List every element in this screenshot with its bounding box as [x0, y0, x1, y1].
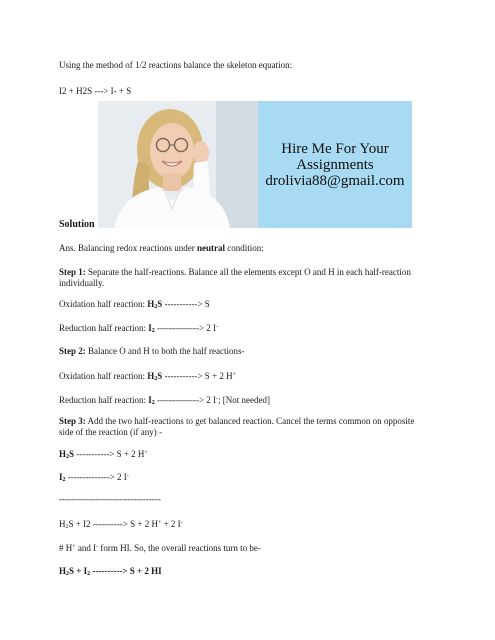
woman-with-glasses-photo: [98, 101, 258, 228]
step1-text: Separate the half-reactions. Balance all the elements except O and H in each half-reaction individually.: [59, 267, 411, 288]
red1-i: I: [148, 323, 152, 333]
ox1-product: -----------> S: [162, 299, 210, 309]
step2-text: Balance O and H to both the half reactions-: [85, 346, 245, 356]
red2-suffix: ; [Not needed]: [218, 395, 271, 405]
red1-product: --------------> 2 I: [154, 323, 217, 333]
eqa-s: S: [69, 449, 75, 459]
red2-product-sup: -: [216, 396, 219, 402]
note-i: and I: [75, 543, 97, 553]
banner-line-1: Hire Me For Your: [281, 140, 389, 157]
note-line: [59, 542, 261, 554]
red2-i-sub: 2: [151, 400, 155, 406]
sum-i: + 2 I: [161, 519, 181, 529]
note-h-sup: +: [72, 544, 76, 550]
ox1-h-sub: 2: [154, 304, 158, 310]
final-equation: [59, 566, 162, 580]
answer-suffix: condition:: [224, 243, 264, 253]
banner-line-2: Assignments: [296, 156, 374, 173]
sum-i-sup: -: [180, 520, 183, 526]
note-h: # H: [59, 543, 73, 553]
equation-b: [59, 471, 129, 486]
banner-photo: [98, 101, 258, 228]
note-i-sup: -: [96, 544, 99, 550]
step2-label: Step 2:: [59, 346, 86, 356]
reduction-half-reaction-2: [59, 394, 270, 409]
step3-text: Add the two half-reactions to get balanced reaction. Cancel the terms common on opposite side of the reaction (if any) -: [59, 416, 415, 437]
final-h: H: [59, 566, 67, 576]
eqa-h: H: [59, 449, 67, 459]
skeleton-equation: I2 + H2S ---> I- + S: [59, 86, 132, 96]
ox2-product-sup: +: [232, 372, 237, 378]
ox2-h: H: [147, 371, 155, 381]
ad-banner[interactable]: [98, 101, 412, 228]
step1-paragraph: [59, 267, 424, 289]
sum-equation: [59, 518, 183, 533]
sum-h-sup: +: [157, 520, 162, 526]
answer-line: [59, 243, 264, 254]
sum-body: S + I2 ----------> S + 2 H: [68, 519, 158, 529]
step2-paragraph: [59, 346, 244, 357]
answer-condition: neutral: [196, 243, 225, 253]
eqb-product-sup: -: [126, 473, 129, 479]
ox2-prefix: Oxidation half reaction:: [59, 371, 148, 381]
ox2-s: S: [157, 371, 163, 381]
red1-i-sub: 2: [151, 328, 155, 334]
eqa-h-sub: 2: [66, 454, 70, 460]
sum-h: H: [59, 519, 66, 529]
ox1-s: S: [157, 299, 163, 309]
ox1-prefix: Oxidation half reaction:: [59, 299, 148, 309]
red2-i: I: [148, 395, 152, 405]
step3-paragraph: [59, 416, 424, 438]
final-product: ----------> S + 2 HI: [90, 566, 162, 576]
eqb-i-sub: 2: [62, 477, 66, 483]
intro-text: Using the method of 1/2 reactions balance the skeleton equation:: [59, 60, 293, 70]
answer-prefix: Ans. Balancing redox reactions under: [59, 243, 197, 253]
banner-email[interactable]: drolivia88@gmail.com: [265, 172, 405, 189]
oxidation-half-reaction-1: [59, 299, 210, 313]
ox2-product: -----------> S + 2 H: [162, 371, 233, 381]
step3-label: Step 3:: [59, 416, 86, 426]
final-i-sub: 2: [87, 571, 91, 577]
reduction-half-reaction-1: [59, 322, 218, 337]
step1-label: Step 1:: [59, 267, 86, 277]
red2-prefix: Reduction half reaction:: [59, 395, 149, 405]
red1-product-sup: -: [216, 324, 219, 330]
sum-h-sub: 2: [65, 524, 69, 530]
equation-a: [59, 448, 148, 463]
ox1-h: H: [147, 299, 155, 309]
eqb-product: --------------> 2 I: [65, 472, 127, 482]
banner-text: [258, 101, 412, 228]
red1-prefix: Reduction half reaction:: [59, 323, 149, 333]
eqa-product: -----------> S + 2 H: [74, 449, 145, 459]
eqb-i: I: [59, 472, 63, 482]
ox2-h-sub: 2: [154, 376, 158, 382]
eqa-product-sup: +: [144, 450, 148, 456]
red2-product: --------------> 2 I: [154, 395, 217, 405]
oxidation-half-reaction-2: [59, 370, 236, 385]
final-h-sub: 2: [66, 571, 70, 577]
note-text: form HI. So, the overall reactions turn to be-: [98, 543, 261, 553]
solution-heading: Solution: [59, 219, 95, 230]
divider-line: ----------------------------------: [59, 494, 161, 504]
final-s-i: S + I: [69, 566, 88, 576]
